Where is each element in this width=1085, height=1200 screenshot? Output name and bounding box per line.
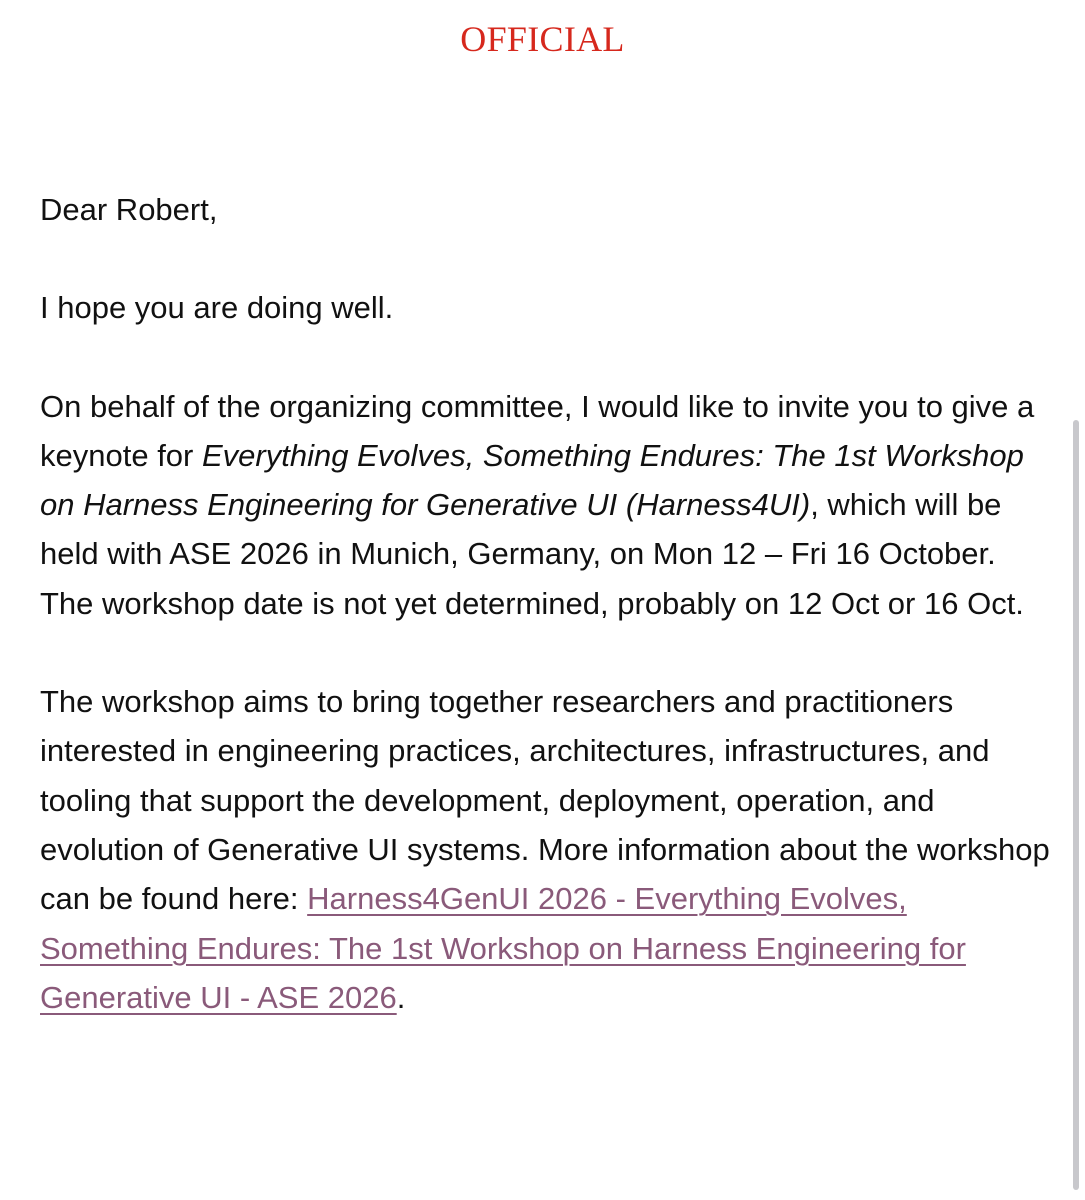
paragraph-invitation [40,382,1050,628]
paragraph-workshop-aims [40,677,1050,1022]
email-body [40,185,1050,1022]
workshop-aims-text: The workshop aims to bring together researchers and practitioners interested in engineering practices, architectures, infrastructures, and tooling that support the development, deployment, operation, and evolution of Generative UI systems. More information about the workshop can be found here: [40,684,1050,917]
sentence-end: . [396,979,406,1015]
greeting: Dear Robert, [40,192,218,227]
paragraph-wellbeing: I hope you are doing well. [40,290,394,326]
workshop-website-link[interactable]: Harness4GenUI 2026 - Everything Evolves, Something Endures: The 1st Workshop on Harness Engineering for Generative UI - ASE 2026 [40,881,966,1015]
workshop-title: Everything Evolves, Something Endures: The 1st Workshop on Harness Engineering for Generative UI (Harness4UI) [40,437,1024,523]
invitation-intro: On behalf of the organizing committee, I would like to invite you to give a keynote for [40,388,1035,473]
vertical-scrollbar[interactable] [1073,420,1079,1190]
invitation-details: , which will be held with ASE 2026 in Munich, Germany, on Mon 12 – Fri 16 October. The workshop date is not yet determined, probably on 12 Oct or 16 Oct. [40,487,1024,621]
classification-label: OFFICIAL [460,19,625,59]
